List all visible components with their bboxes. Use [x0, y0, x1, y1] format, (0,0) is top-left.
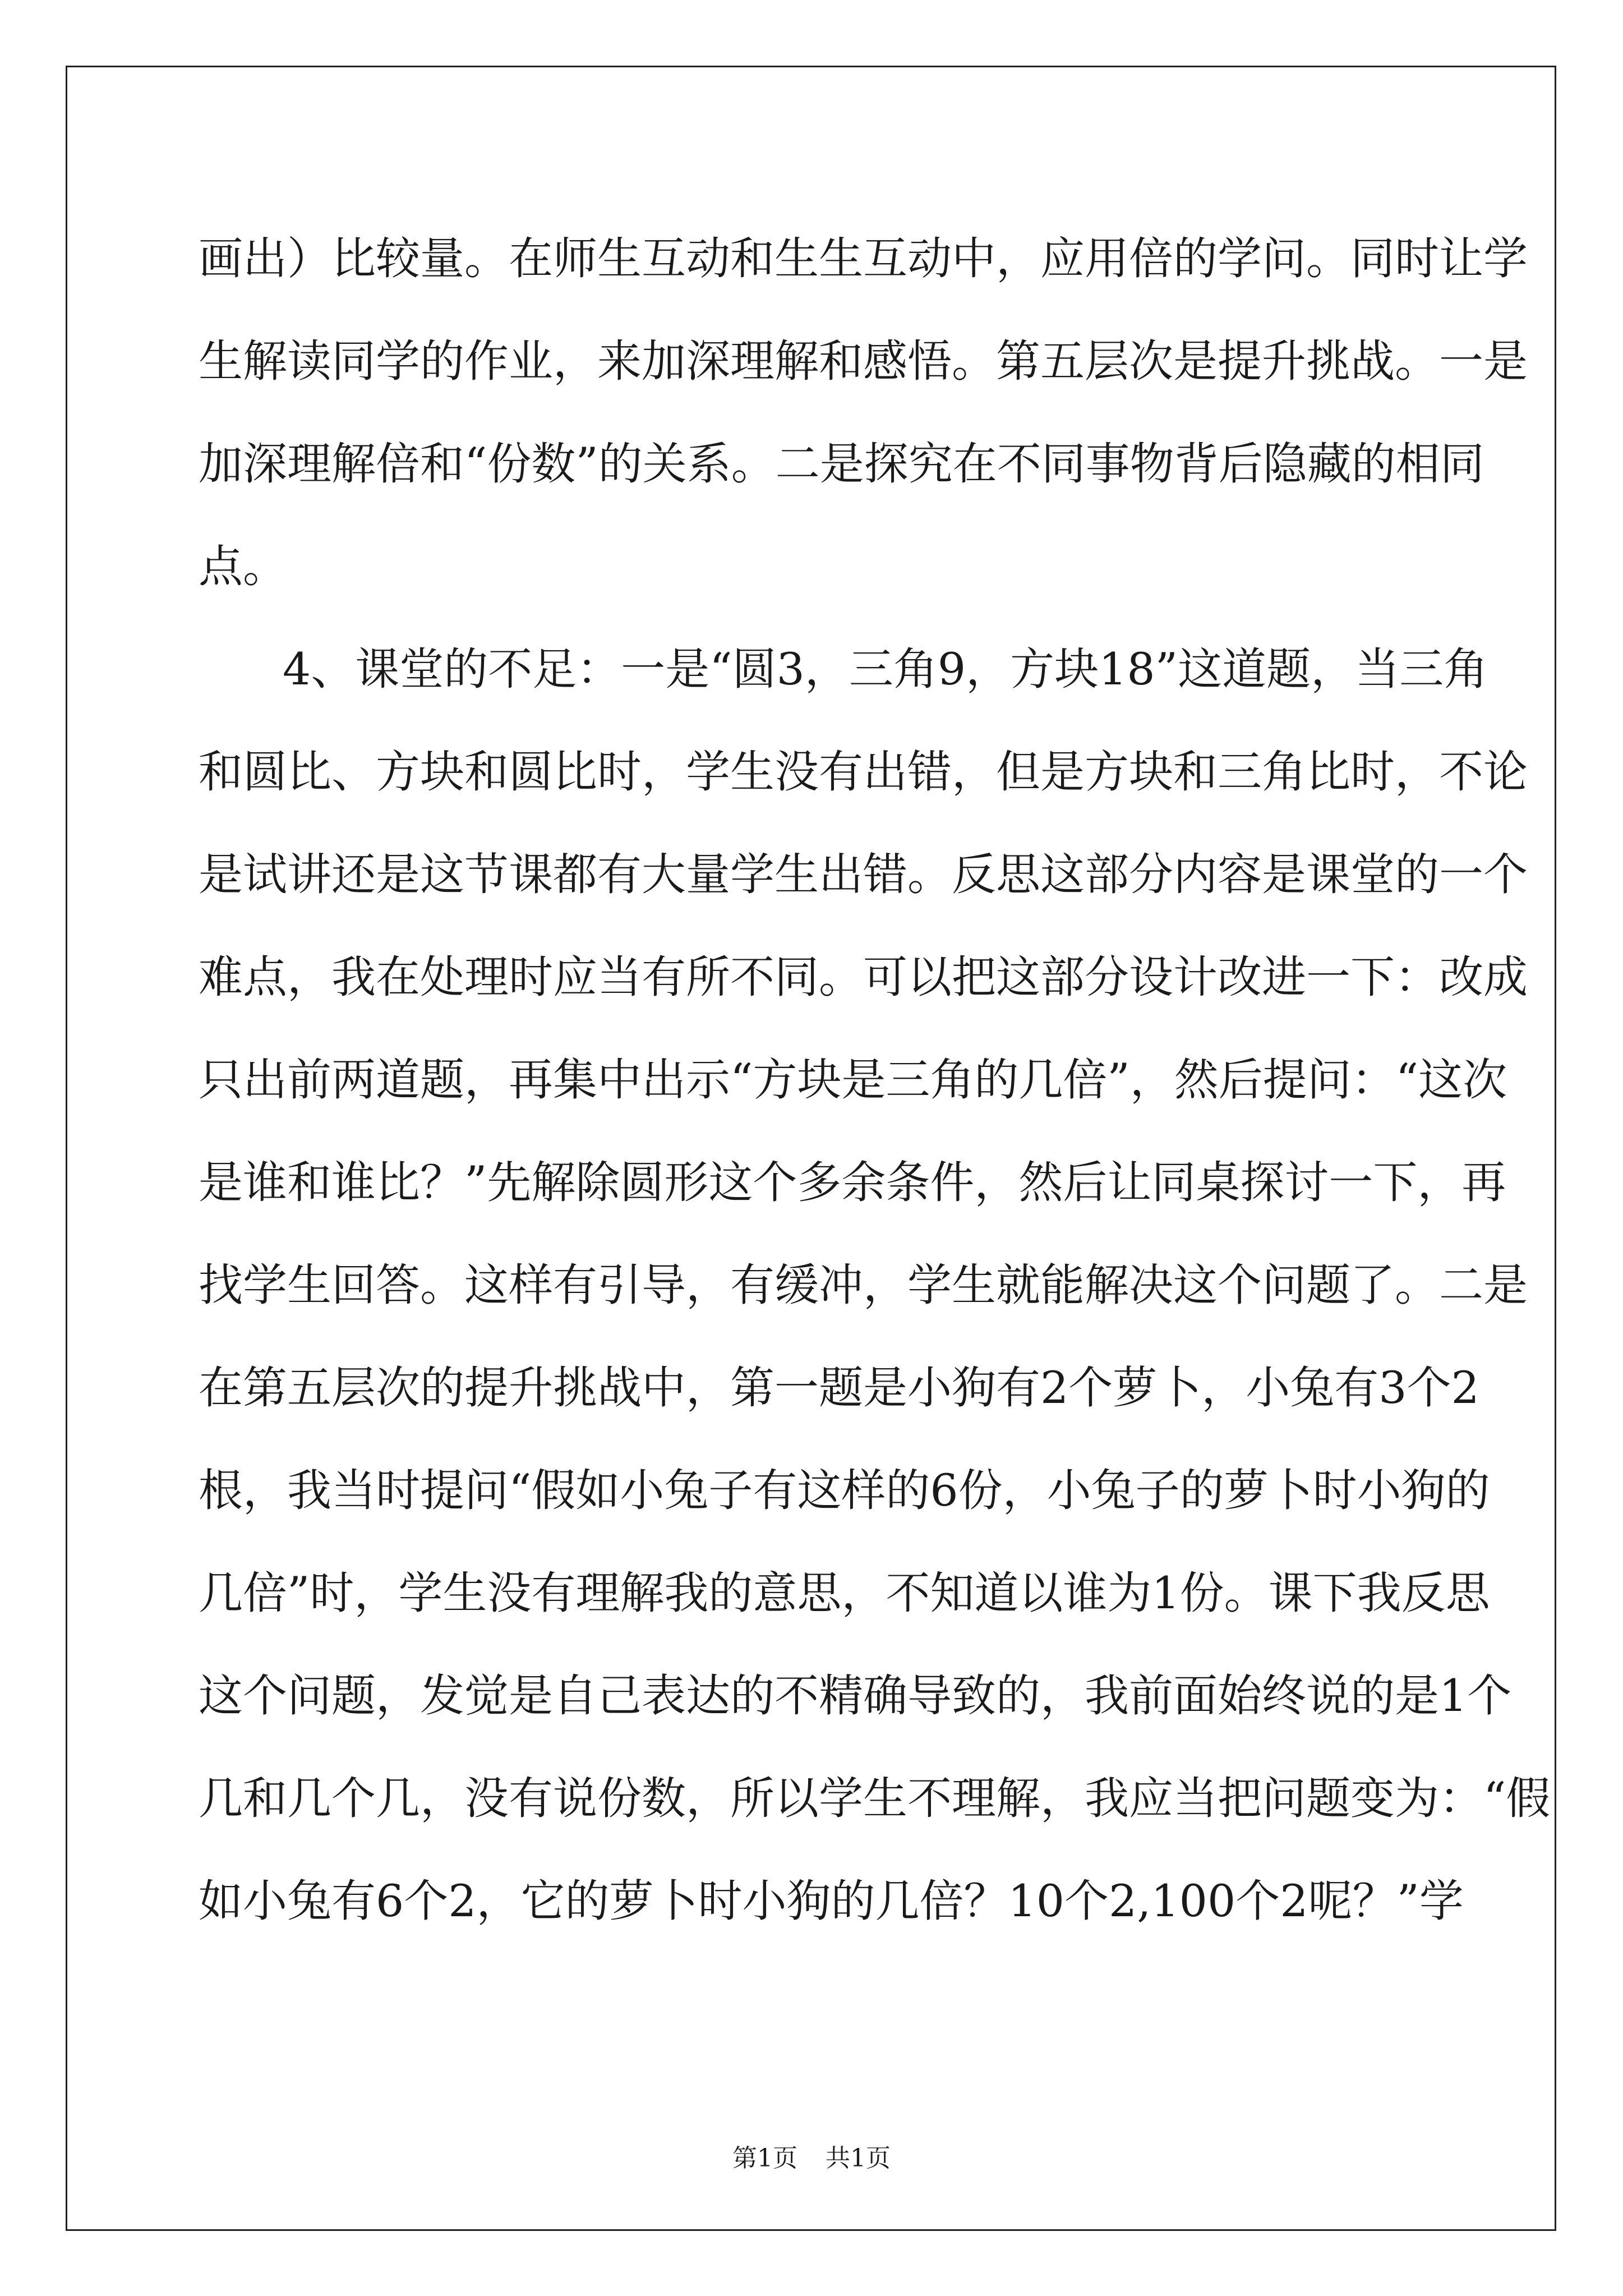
text-line: 4、课堂的不足：一是“圆3，三角9，方块18”这道题，当三角: [283, 643, 1488, 695]
text-line: 根，我当时提问“假如小兔子有这样的6份，小兔子的萝卜时小狗的: [199, 1465, 1490, 1516]
page-footer: [0, 2142, 1623, 2175]
page-number: 第1页: [732, 2144, 797, 2173]
text-line: 这个问题，发觉是自己表达的不精确导致的，我前面始终说的是1个: [199, 1670, 1512, 1722]
page-total: 共1页: [826, 2144, 891, 2173]
text-line: 几和几个几，没有说份数，所以学生不理解，我应当把问题变为：“假: [199, 1773, 1551, 1824]
text-line: 是谁和谁比？”先解除圆形这个多余条件，然后让同桌探讨一下，再: [199, 1157, 1506, 1208]
text-line: 是试讲还是这节课都有大量学生出错。反思这部分内容是课堂的一个: [199, 849, 1528, 900]
text-line: 难点，我在处理时应当有所不同。可以把这部分设计改进一下：改成: [199, 951, 1528, 1003]
text-line: 找学生回答。这样有引导，有缓冲，学生就能解决这个问题了。二是: [199, 1259, 1528, 1311]
document-body: [199, 208, 1551, 1953]
text-line: 生解读同学的作业，来加深理解和感悟。第五层次是提升挑战。一是: [199, 335, 1528, 387]
text-line: 只出前两道题，再集中出示“方块是三角的几倍”，然后提问：“这次: [199, 1054, 1507, 1106]
text-line: 几倍”时，学生没有理解我的意思，不知道以谁为1份。课下我反思: [199, 1567, 1490, 1619]
text-line: 加深理解倍和“份数”的关系。二是探究在不同事物背后隐藏的相同: [199, 438, 1484, 490]
paragraph: [199, 618, 1551, 1953]
text-line: 如小兔有6个2，它的萝卜时小狗的几倍？10个2,100个2呢？”学: [199, 1875, 1464, 1927]
text-line: 画出）比较量。在师生互动和生生互动中，应用倍的学问。同时让学: [199, 233, 1528, 284]
text-line: 点。: [199, 541, 287, 592]
text-line: 在第五层次的提升挑战中，第一题是小狗有2个萝卜，小兔有3个2: [199, 1362, 1479, 1414]
paragraph: [199, 208, 1528, 618]
text-line: 和圆比、方块和圆比时，学生没有出错，但是方块和三角比时，不论: [199, 746, 1528, 798]
